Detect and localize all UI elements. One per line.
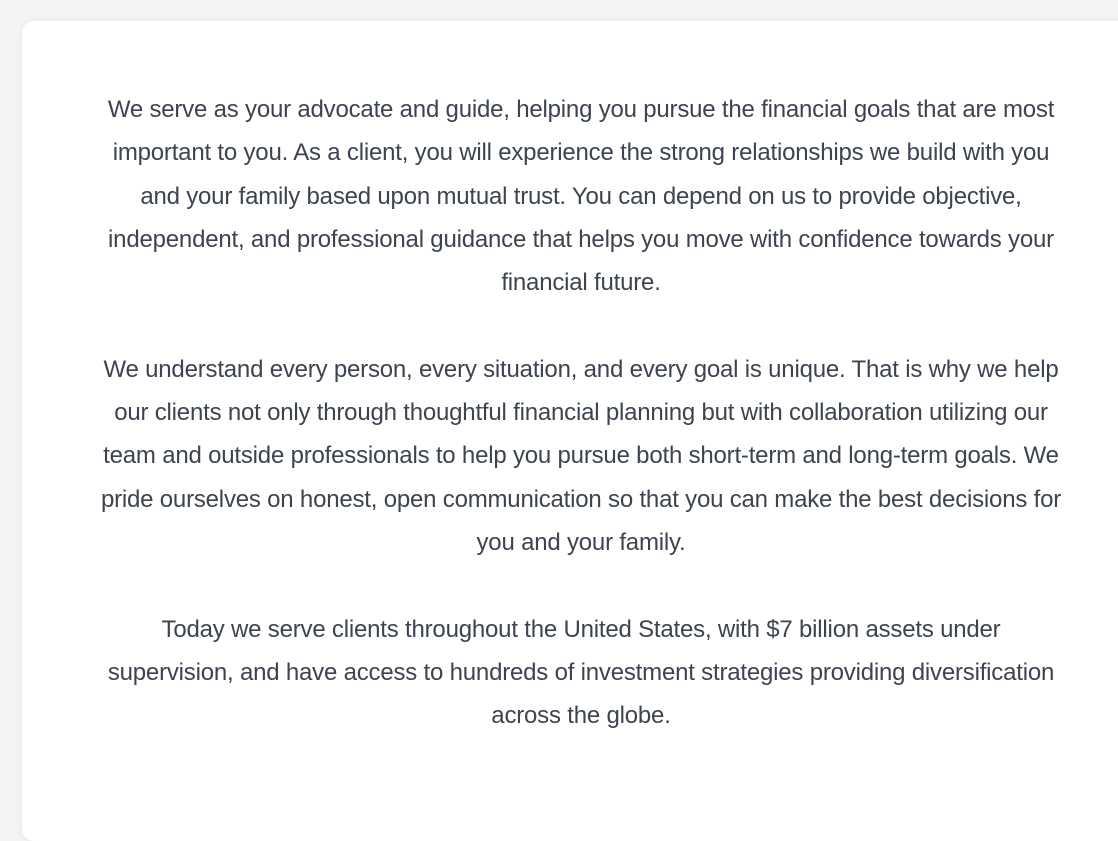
content-card (22, 21, 1118, 841)
about-text-section (96, 88, 1066, 781)
about-paragraph-unique-goals: We understand every person, every situation, and every goal is unique. That is why we help our clients not only through thoughtful financial planning but with collaboration utilizing our team and outside professionals to help you pursue both short-term and long-term goals. We pride ourselves on honest, open communication so that you can make the best decisions for you and your family. (100, 355, 1062, 556)
about-paragraph-reach: Today we serve clients throughout the United States, with $7 billion assets under supervision, and have access to hundreds of investment strategies providing diversification across the globe. (107, 615, 1055, 730)
about-paragraph-advocate: We serve as your advocate and guide, helping you pursue the financial goals that are most important to you. As a client, you will experience the strong relationships we build with you and your family based upon mutual trust. You can depend on us to provide objective, independent, and professional guidance that helps you move with confidence towards your financial future. (107, 96, 1055, 297)
